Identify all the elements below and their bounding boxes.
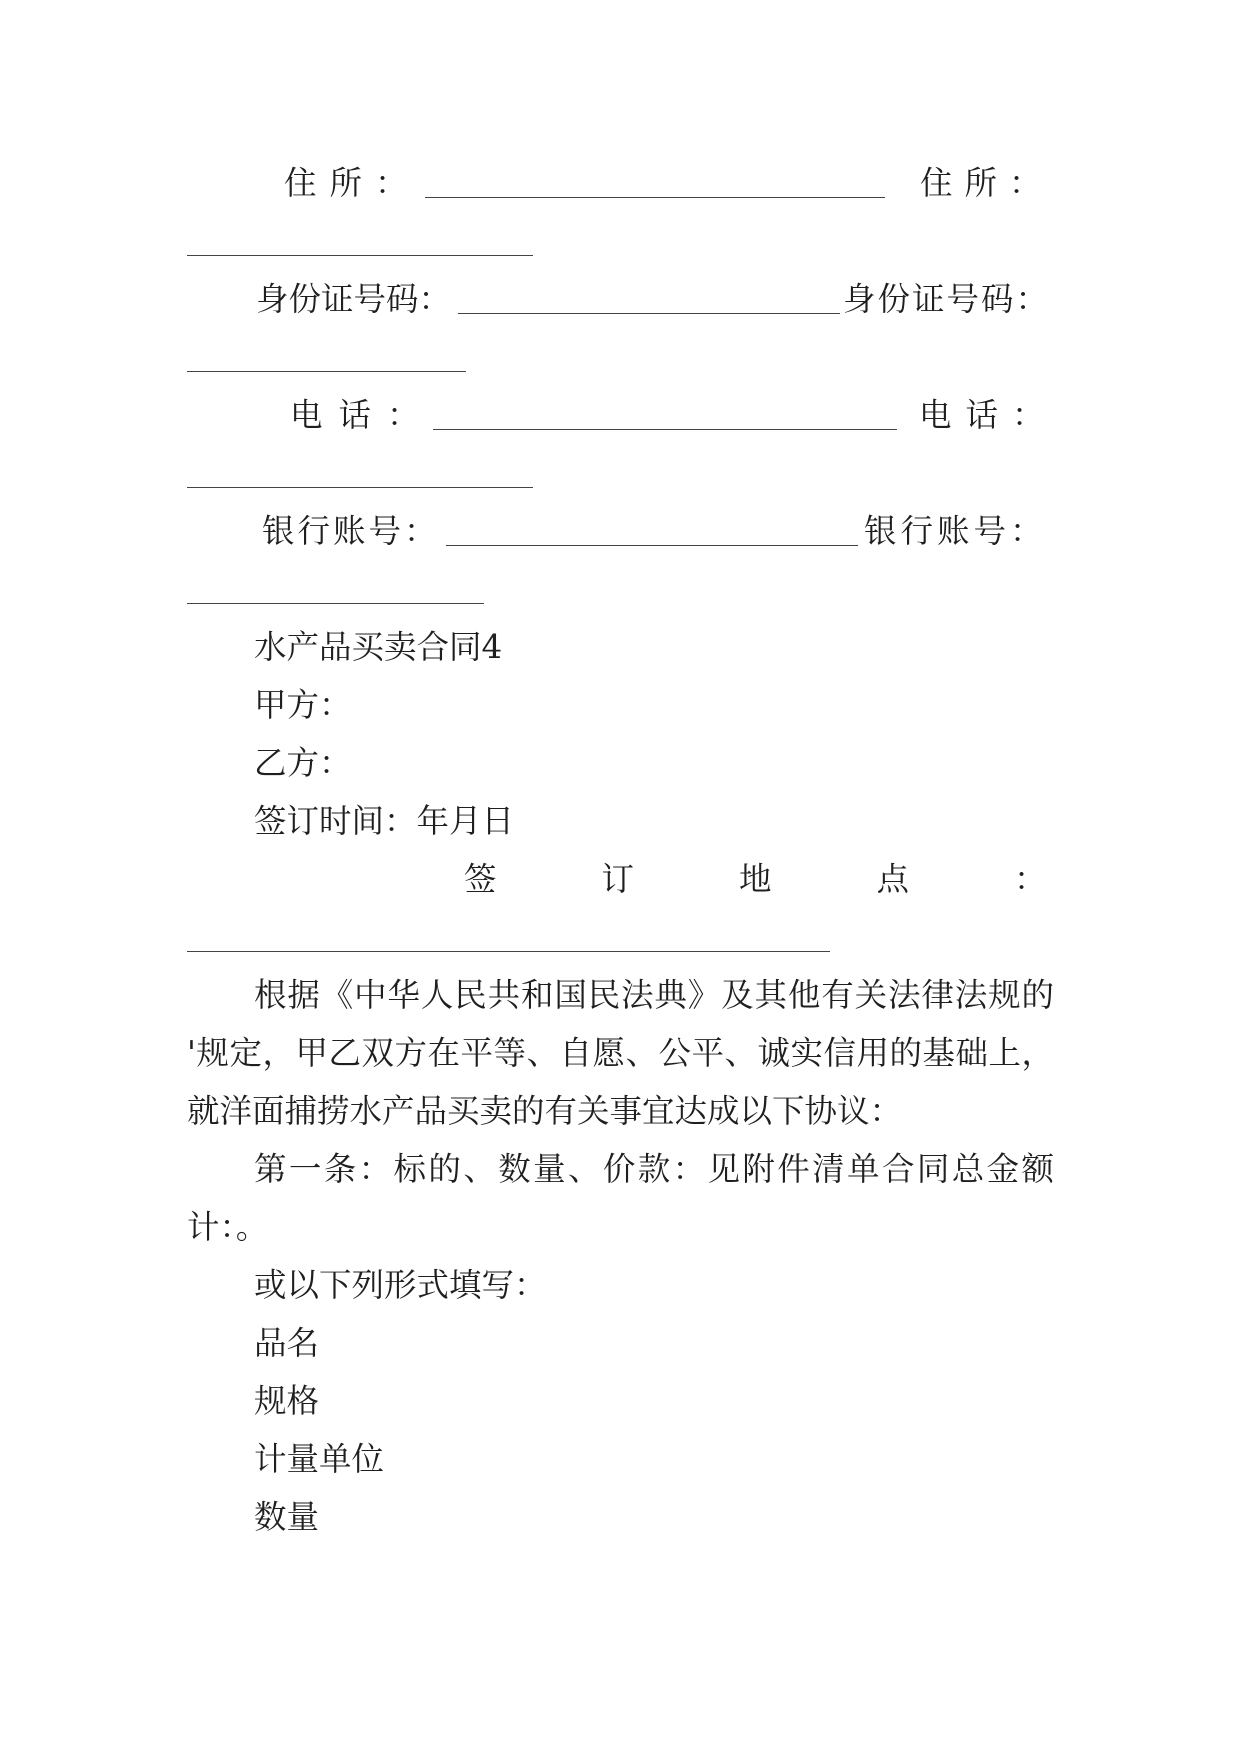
party-b-address-blank bbox=[187, 212, 533, 256]
bank-account-row bbox=[0, 502, 1241, 560]
party-b-bank-account-blank bbox=[187, 560, 484, 604]
party-b-line bbox=[0, 734, 1241, 792]
party-b-phone-blank bbox=[187, 444, 533, 488]
id-number-row bbox=[0, 270, 1241, 328]
preamble-line bbox=[0, 966, 1241, 1024]
party-a-label: 甲方： bbox=[254, 686, 352, 724]
preamble-text: '规定，甲乙双方在平等、自愿、公平、诚实信用的基础上， bbox=[187, 1034, 1054, 1072]
party-a-address-label: 住所： bbox=[284, 164, 421, 202]
party-b-id-number-label: 身份证号码： bbox=[843, 280, 1051, 318]
preamble-text: 就洋面捕捞水产品买卖的有关事宜达成以下协议： bbox=[187, 1092, 903, 1130]
item-field-line bbox=[0, 1372, 1241, 1430]
signing-place-continuation bbox=[0, 908, 1241, 966]
party-a-phone-blank bbox=[433, 386, 897, 430]
signing-time-line bbox=[0, 792, 1241, 850]
alternative-format-intro: 或以下列形式填写： bbox=[254, 1266, 547, 1304]
party-a-bank-account-label: 银行账号： bbox=[262, 512, 440, 550]
party-a-id-number-blank bbox=[458, 270, 840, 314]
signing-place-label: 签订地点： bbox=[464, 860, 1152, 898]
address-row-continuation bbox=[0, 212, 1241, 270]
phone-row-continuation bbox=[0, 444, 1241, 502]
phone-row bbox=[0, 386, 1241, 444]
preamble-line bbox=[0, 1024, 1241, 1082]
signing-time: 签订时间：年月日 bbox=[254, 802, 515, 840]
signing-place-line bbox=[0, 850, 1241, 908]
article-1-text: 计：。 bbox=[187, 1208, 269, 1246]
item-field-specification: 规格 bbox=[254, 1382, 320, 1420]
address-row bbox=[0, 154, 1241, 212]
item-field-quantity: 数量 bbox=[254, 1498, 320, 1536]
party-b-label: 乙方： bbox=[254, 744, 352, 782]
item-field-product-name: 品名 bbox=[254, 1324, 320, 1362]
id-number-row-continuation bbox=[0, 328, 1241, 386]
article-1-line bbox=[0, 1140, 1241, 1198]
item-field-unit: 计量单位 bbox=[254, 1440, 385, 1478]
signing-place-blank bbox=[187, 908, 830, 952]
party-a-bank-account-blank bbox=[446, 502, 858, 546]
party-b-phone-label: 电话： bbox=[919, 396, 1059, 434]
party-a-id-number-label: 身份证号码： bbox=[256, 280, 452, 318]
contract-title: 水产品买卖合同4 bbox=[254, 628, 503, 666]
party-b-address-label: 住所： bbox=[920, 164, 1054, 202]
party-b-bank-account-label: 银行账号： bbox=[864, 512, 1047, 550]
party-b-id-number-blank bbox=[187, 328, 466, 372]
preamble-line bbox=[0, 1082, 1241, 1140]
contract-title-line bbox=[0, 618, 1241, 676]
item-field-line bbox=[0, 1488, 1241, 1546]
alternative-format-line bbox=[0, 1256, 1241, 1314]
item-field-line bbox=[0, 1430, 1241, 1488]
preamble-text: 根据《中华人民共和国民法典》及其他有关法律法规的 bbox=[254, 976, 1054, 1014]
party-a-line bbox=[0, 676, 1241, 734]
bank-account-row-continuation bbox=[0, 560, 1241, 618]
article-1-line bbox=[0, 1198, 1241, 1256]
item-field-line bbox=[0, 1314, 1241, 1372]
party-a-phone-label: 电话： bbox=[290, 396, 436, 434]
article-1-text: 第一条：标的、数量、价款：见附件清单合同总金额 bbox=[254, 1150, 1054, 1188]
party-a-address-blank bbox=[425, 154, 885, 198]
